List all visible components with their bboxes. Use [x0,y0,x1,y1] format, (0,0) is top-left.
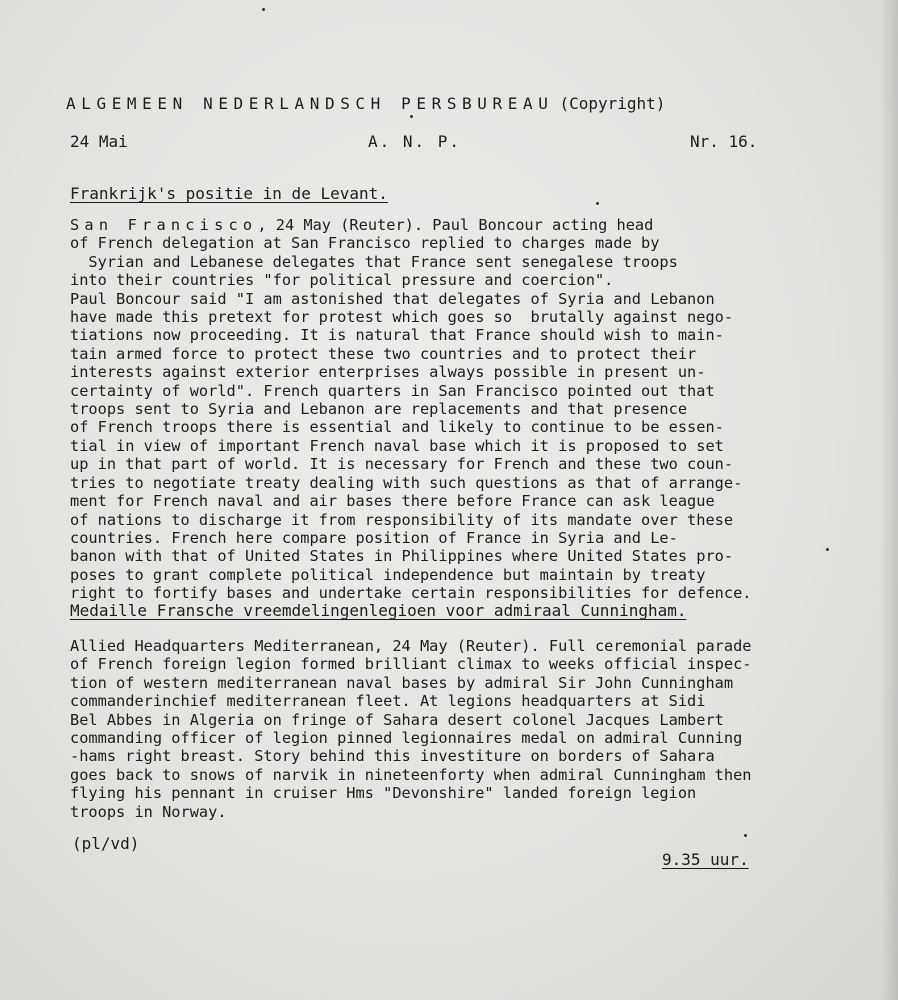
article-2-body [70,637,860,821]
typist-initials: (pl/vd) [72,834,140,853]
article-1-line: interests against exterior enterprises always possible in present un- [70,363,706,382]
bulletin-date: 24 Mai [70,132,128,151]
copyright-notice: (Copyright) [559,94,666,113]
article-2-line: commanderinchief mediterranean fleet. At legions headquarters at Sidi [70,692,706,711]
article-2-line: of French foreign legion formed brilliant climax to weeks official inspec- [70,655,752,674]
article-2-line: Allied Headquarters Mediterranean, 24 May (Reuter). Full ceremonial parade [70,637,752,655]
article-2-line: -hams right breast. Story behind this investiture on borders of Sahara [70,747,715,766]
article-1-line: into their countries "for political pressure and coercion". [70,271,614,290]
page-edge-shadow [880,0,898,1000]
article-1-line: certainty of world". French quarters in San Francisco pointed out that [70,381,715,400]
article-1-line: troops sent to Syria and Lebanon are replacements and that presence [70,400,688,419]
article-1-line: countries. French here compare position of France in Syria and Le- [70,528,678,547]
article-1-line: right to fortify bases and undertake certain responsibilities for defence. [70,584,752,603]
article-1-line: tain armed force to protect these two countries and to protect their [70,344,697,363]
article-2-line: tion of western mediterranean naval bases by admiral Sir John Cunningham [70,673,734,692]
dispatch-time: 9.35 uur. [662,850,749,869]
agency-name: ALGEMEEN NEDERLANDSCH PERSBUREAU [66,94,554,113]
article-1-line: banon with that of United States in Philippines where United States pro- [70,547,734,566]
agency-abbreviation: A. N. P. [368,132,462,151]
article-1-line: of French delegation at San Francisco replied to charges made by [70,234,660,253]
article-2-line: Bel Abbes in Algeria on fringe of Sahara desert colonel Jacques Lambert [70,710,724,729]
article-1-line: Paul Boncour said "I am astonished that delegates of Syria and Lebanon [70,289,715,308]
article-1-line: tiations now proceeding. It is natural that France should wish to main- [70,326,724,345]
article-1-line: of nations to discharge it from responsibility of its mandate over these [70,510,734,529]
article-1-line: poses to grant complete political independence but maintain by treaty [70,565,706,584]
bulletin-number: Nr. 16. [690,132,758,151]
article-1-line: of French troops there is essential and likely to continue to be essen- [70,418,724,437]
article-2-line: commanding officer of legion pinned legionnaires medal on admiral Cunning [70,729,743,748]
ink-speck [744,834,747,837]
article-2-line: troops in Norway. [70,802,227,821]
article-2-line: flying his pennant in cruiser Hms "Devonshire" landed foreign legion [70,784,697,803]
ink-speck [596,202,599,205]
article-2-line: goes back to snows of narvik in nineteenforty when admiral Cunningham then [70,765,752,784]
article-1-body [70,216,860,603]
article-1-line: tial in view of important French naval base which it is proposed to set [70,436,724,455]
article-2-headline: Medaille Fransche vreemdelingenlegioen voor admiraal Cunningham. [70,601,687,620]
article-1-line: up in that part of world. It is necessary for French and these two coun- [70,455,734,474]
letterhead [66,94,665,113]
article-1-line: , 24 May (Reuter). Paul Boncour acting head [257,216,654,234]
article-1-line: tries to negotiate treaty dealing with such questions as that of arrange- [70,473,743,492]
article-1-headline: Frankrijk's positie in de Levant. [70,184,388,203]
article-1-line: Syrian and Lebanese delegates that France sent senegalese troops [70,252,678,271]
ink-speck [826,548,829,551]
article-1-line: ment for French naval and air bases there before France can ask league [70,492,715,511]
ink-speck [262,8,265,11]
ink-speck [410,115,413,118]
article-1-line: have made this pretext for protest which goes so brutally against nego- [70,308,734,327]
article-1-dateline: San Francisco [70,216,258,234]
